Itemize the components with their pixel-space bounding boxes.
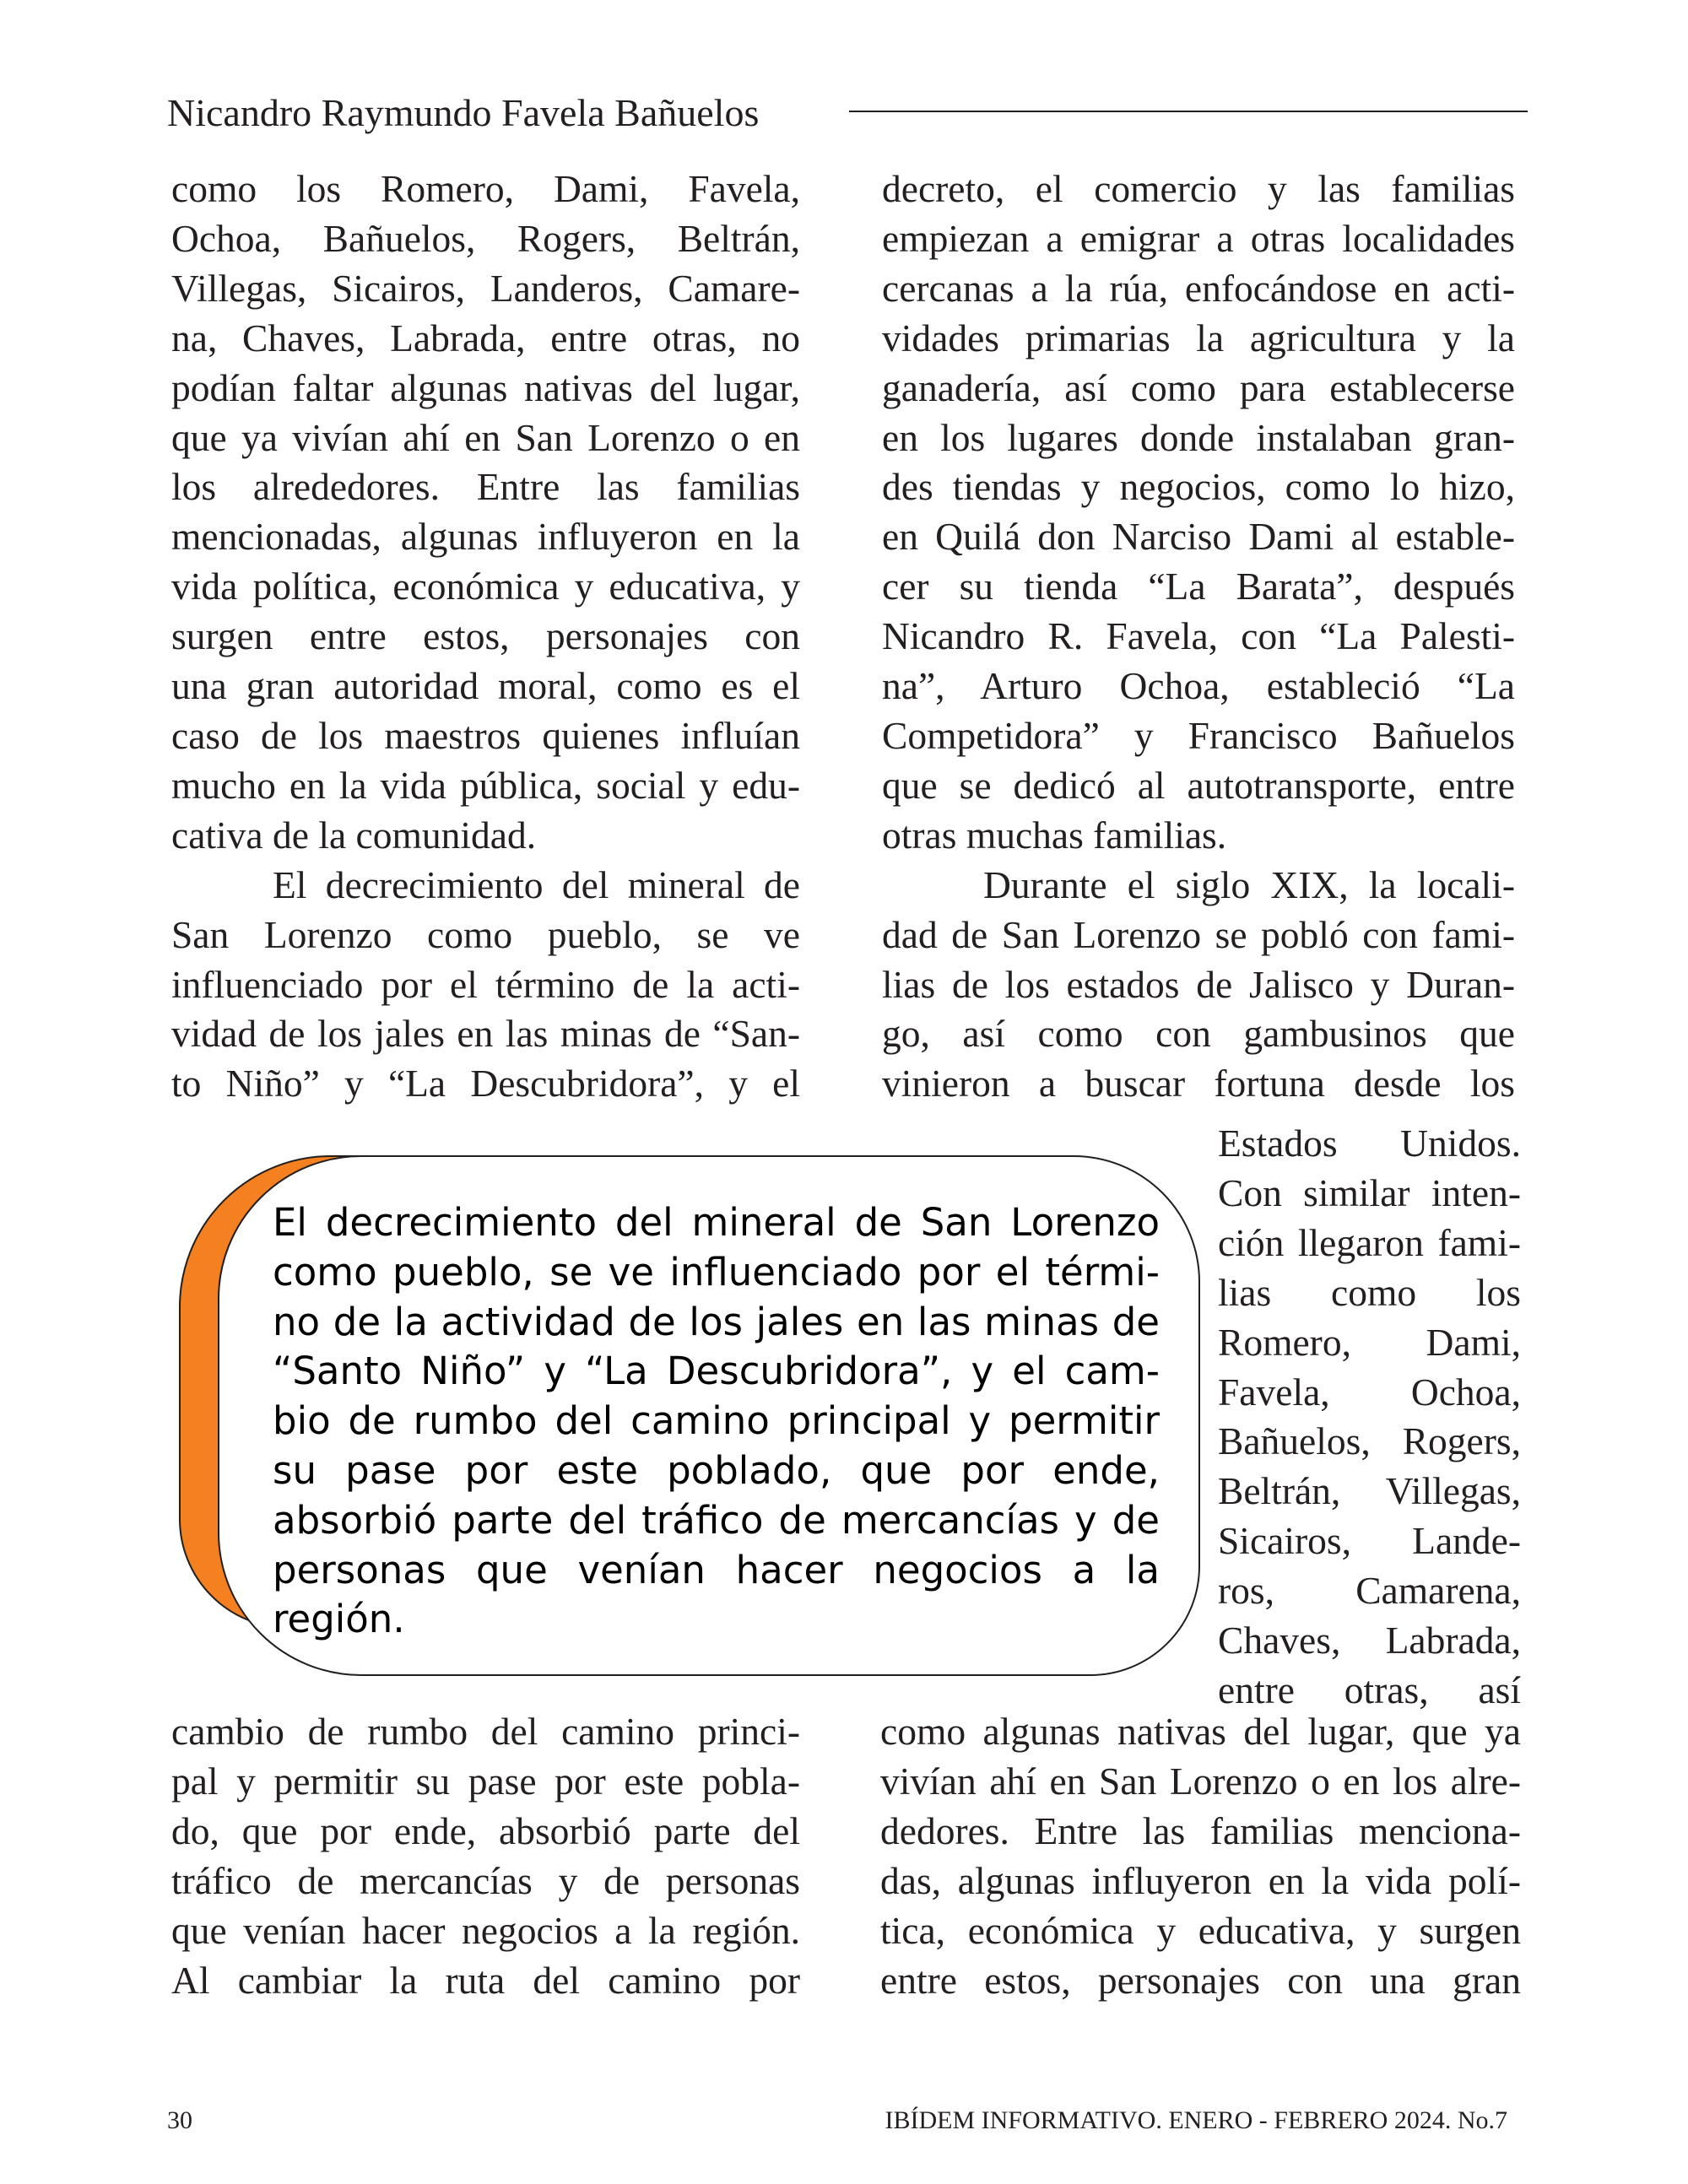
- text-line: cativa de la comunidad.: [171, 813, 537, 857]
- header-rule: [849, 111, 1528, 112]
- text-line: ganadería, así como para establecerse: [882, 365, 1515, 409]
- text-line: Beltrán, Villegas,: [1218, 1469, 1521, 1513]
- text-line: otras muchas familias.: [882, 813, 1227, 857]
- callout-line: absorbió parte del tráfico de mercancías y de: [273, 1497, 1160, 1543]
- text-line: vinieron a buscar fortuna desde los: [882, 1062, 1515, 1106]
- text-line: mucho en la vida pública, social y edu-: [171, 763, 800, 807]
- text-line: que se dedicó al autotransporte, entre: [882, 763, 1515, 807]
- text-line: Romero, Dami,: [1218, 1320, 1521, 1364]
- text-line: Chaves, Labrada,: [1218, 1619, 1521, 1662]
- text-line: vidad de los jales en las minas de “San-: [171, 1012, 800, 1056]
- text-line: Nicandro R. Favela, con “La Palesti-: [882, 614, 1515, 658]
- text-line: entre otras, así: [1218, 1668, 1521, 1711]
- text-line: cercanas a la rúa, enfocándose en acti-: [882, 266, 1515, 310]
- text-line: como los Romero, Dami, Favela,: [171, 167, 800, 210]
- text-line: Sicairos, Lande-: [1218, 1519, 1521, 1563]
- callout-line: como pueblo, se ve influenciado por el térmi-: [273, 1249, 1160, 1295]
- text-line: das, algunas influyeron en la vida polí-: [880, 1858, 1521, 1902]
- text-line: San Lorenzo como pueblo, se ve: [171, 912, 800, 956]
- pull-quote-text: [273, 1198, 1160, 1645]
- text-line: Villegas, Sicairos, Landeros, Camare-: [171, 266, 800, 310]
- text-line: en Quilá don Narciso Dami al estable-: [882, 515, 1515, 559]
- text-line: dad de San Lorenzo se pobló con fami-: [882, 912, 1515, 956]
- text-line: ros, Camarena,: [1218, 1569, 1521, 1613]
- callout-line: su pase por este poblado, que por ende,: [273, 1447, 1160, 1493]
- text-line: to Niño” y “La Descubridora”, y el: [171, 1062, 800, 1106]
- column-right-bottom: [880, 1707, 1521, 2005]
- text-line: go, así como con gambusinos que: [882, 1012, 1515, 1056]
- text-line: Bañuelos, Rogers,: [1218, 1419, 1521, 1463]
- text-line: ción llegaron fami-: [1218, 1220, 1521, 1264]
- text-line: en los lugares donde instalaban gran-: [882, 415, 1515, 459]
- text-line: como algunas nativas del lugar, que ya: [880, 1710, 1521, 1753]
- text-line: Durante el siglo XIX, la locali-: [983, 862, 1515, 906]
- text-line: El decrecimiento del mineral de: [273, 862, 800, 906]
- text-line: influenciado por el término de la acti-: [171, 962, 800, 1006]
- text-line: Con similar inten-: [1218, 1170, 1521, 1214]
- text-line: surgen entre estos, personajes con: [171, 614, 800, 658]
- text-line: lias como los: [1218, 1270, 1521, 1314]
- column-left-bottom: [171, 1707, 800, 2005]
- text-line: empiezan a emigrar a otras localidades: [882, 216, 1515, 260]
- page-number: 30: [167, 2106, 192, 2134]
- text-line: podían faltar algunas nativas del lugar,: [171, 365, 800, 409]
- callout-line: bio de rumbo del camino principal y permitir: [273, 1398, 1160, 1444]
- text-line: Ochoa, Bañuelos, Rogers, Beltrán,: [171, 216, 800, 260]
- callout-line: El decrecimiento del mineral de San Lorenzo: [273, 1200, 1160, 1245]
- text-line: vidades primarias la agricultura y la: [882, 316, 1515, 359]
- text-line: do, que por ende, absorbió parte del: [171, 1808, 800, 1852]
- text-line: tráfico de mercancías y de personas: [171, 1858, 800, 1902]
- text-line: mencionadas, algunas influyeron en la: [171, 515, 800, 559]
- callout-line: no de la actividad de los jales en las minas de: [273, 1299, 1160, 1344]
- text-line: Estados Unidos.: [1218, 1122, 1521, 1165]
- callout-line: “Santo Niño” y “La Descubridora”, y el cam-: [273, 1349, 1160, 1394]
- text-line: Competidora” y Francisco Bañuelos: [882, 713, 1515, 757]
- column-right-top: [882, 165, 1515, 1109]
- text-line: cambio de rumbo del camino princi-: [171, 1710, 800, 1753]
- callout-line: región.: [273, 1597, 405, 1642]
- text-line: caso de los maestros quienes influían: [171, 713, 800, 757]
- text-line: cer su tienda “La Barata”, después: [882, 565, 1515, 608]
- text-line: na, Chaves, Labrada, entre otras, no: [171, 316, 800, 359]
- text-line: des tiendas y negocios, como lo hizo,: [882, 465, 1515, 509]
- text-line: vida política, económica y educativa, y: [171, 565, 800, 608]
- text-line: decreto, el comercio y las familias: [882, 167, 1515, 210]
- column-right-wrap: [1218, 1119, 1521, 1716]
- text-line: que ya vivían ahí en San Lorenzo o en: [171, 415, 800, 459]
- text-line: na”, Arturo Ochoa, estableció “La: [882, 664, 1515, 708]
- text-line: Al cambiar la ruta del camino por: [171, 1958, 800, 2002]
- text-line: vivían ahí en San Lorenzo o en los alre-: [880, 1759, 1521, 1803]
- publication-footer: IBÍDEM INFORMATIVO. ENERO - FEBRERO 2024. No.7: [885, 2106, 1507, 2134]
- text-line: Favela, Ochoa,: [1218, 1370, 1521, 1414]
- text-line: entre estos, personajes con una gran: [880, 1958, 1521, 2002]
- text-line: que venían hacer negocios a la región.: [171, 1908, 800, 1952]
- text-line: lias de los estados de Jalisco y Duran-: [882, 962, 1515, 1006]
- running-header-author: Nicandro Raymundo Favela Bañuelos: [167, 91, 760, 134]
- text-line: tica, económica y educativa, y surgen: [880, 1908, 1521, 1952]
- text-line: pal y permitir su pase por este pobla-: [171, 1759, 800, 1803]
- callout-line: personas que venían hacer negocios a la: [273, 1547, 1160, 1592]
- text-line: dedores. Entre las familias menciona-: [880, 1808, 1521, 1852]
- text-line: una gran autoridad moral, como es el: [171, 664, 800, 708]
- column-left-top: [171, 165, 800, 1109]
- text-line: los alrededores. Entre las familias: [171, 465, 800, 509]
